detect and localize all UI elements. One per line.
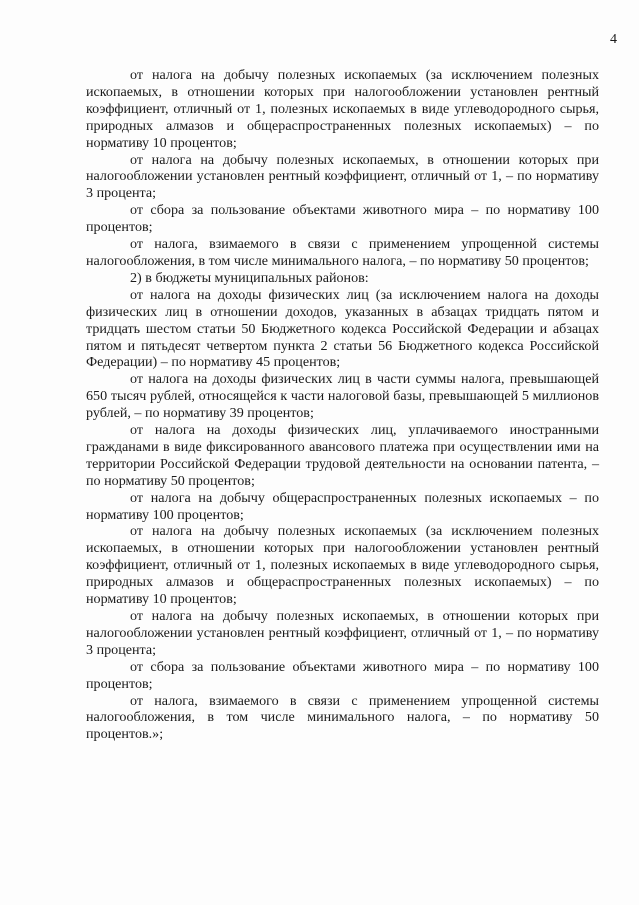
document-body [86,67,599,743]
paragraph: от налога, взимаемого в связи с применением упрощенной системы налогообложения, в том числе минимального налога, – по нормативу 50 процентов; [86,236,599,269]
paragraph: от налога на доходы физических лиц в части суммы налога, превышающей 650 тысяч рублей, относящейся к части налоговой базы, превышающей 5 миллионов рублей, – по нормативу 39 процентов; [86,371,599,422]
paragraph: от налога на добычу общераспространенных полезных ископаемых – по нормативу 100 процентов; [86,489,599,523]
paragraph: от налога на добычу полезных ископаемых (за исключением полезных ископаемых, в отношении которых при налогообложении установлен рентный коэффициент, отличный от 1, полезных ископаемых в виде углеводородного сырья, природных алмазов и общераспространенных полезных ископаемых) – по нормативу 10 процентов; [86,67,599,151]
paragraph: от налога на доходы физических лиц, уплачиваемого иностранными гражданами в виде фиксированного авансового платежа при осуществлении ими на территории Российской Федерации трудовой деятельности на основании патента, – по нормативу 50 процентов; [86,422,599,489]
paragraph: от налога, взимаемого в связи с применением упрощенной системы налогообложения, в том числе минимального налога, – по нормативу 50 процентов.»; [86,692,599,743]
paragraph: от налога на добычу полезных ископаемых, в отношении которых при налогообложении установлен рентный коэффициент, отличный от 1, – по нормативу 3 процента; [86,608,599,658]
paragraph: от налога на добычу полезных ископаемых (за исключением полезных ископаемых, в отношении которых при налогообложении установлен рентный коэффициент, отличный от 1, полезных ископаемых в виде углеводородного сырья, природных алмазов и общераспространенных полезных ископаемых) – по нормативу 10 процентов; [86,523,599,608]
section-heading: 2) в бюджеты муниципальных районов: [130,269,369,286]
paragraph: от сбора за пользование объектами животного мира – по нормативу 100 процентов; [86,202,599,236]
page-number: 4 [610,32,617,47]
paragraph: от налога на доходы физических лиц (за исключением налога на доходы физических лиц в отношении доходов, указанных в абзацах тридцать пятом и тридцать шестом статьи 50 Бюджетного кодекса Российской Федерации и абзацах пятом и пятьдесят четвертом пункта 2 статьи 56 Бюджетного кодекса Российской Федерации) – по нормативу 45 процентов; [86,286,599,371]
paragraph: от сбора за пользование объектами животного мира – по нормативу 100 процентов; [86,658,599,692]
paragraph: от налога на добычу полезных ископаемых, в отношении которых при налогообложении установлен рентный коэффициент, отличный от 1, – по нормативу 3 процента; [86,151,599,202]
